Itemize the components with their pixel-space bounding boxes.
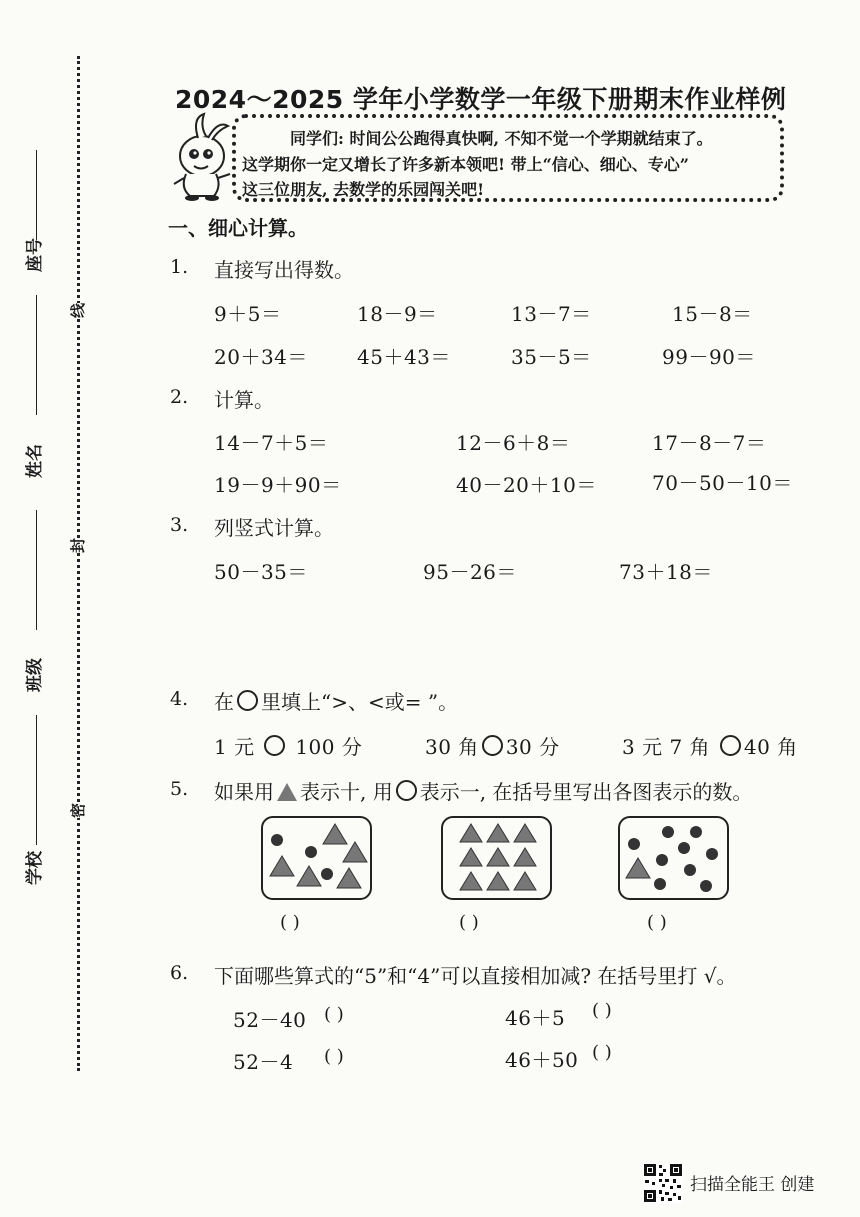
triangle-shape bbox=[514, 848, 536, 866]
question-text: 直接写出得数。 bbox=[214, 258, 354, 282]
question-number: 4. bbox=[170, 688, 189, 710]
triangle-shape bbox=[514, 824, 536, 842]
answer-parentheses[interactable]: ( ) bbox=[280, 912, 300, 933]
dot-shape bbox=[305, 846, 317, 858]
expression: 13－7＝ bbox=[511, 302, 592, 326]
answer-circle[interactable] bbox=[720, 735, 741, 756]
school-label: 学校 bbox=[25, 851, 45, 885]
answer-circle[interactable] bbox=[482, 735, 503, 756]
circle-icon bbox=[237, 690, 258, 711]
name-field[interactable] bbox=[36, 510, 37, 630]
figure-box-1 bbox=[261, 816, 372, 900]
figure-box-3 bbox=[618, 816, 729, 900]
class-field[interactable] bbox=[36, 715, 37, 845]
question-number: 2. bbox=[170, 386, 189, 408]
answer-parentheses[interactable]: ( ) bbox=[592, 1000, 612, 1021]
seal-char-mi: 密 bbox=[69, 802, 88, 819]
intro-line-1: 同学们: 时间公公跑得真快啊, 不知不觉一个学期就结束了。 bbox=[290, 129, 713, 148]
question-text-part: 里填上“>、<或= ”。 bbox=[261, 690, 459, 714]
expression: 18－9＝ bbox=[357, 302, 438, 326]
dot-shape bbox=[654, 878, 666, 890]
compare-item bbox=[622, 731, 798, 760]
question-text-part: 如果用 bbox=[214, 780, 274, 804]
answer-circle[interactable] bbox=[264, 735, 285, 756]
binding-dotted-line bbox=[77, 56, 80, 1071]
seal-char-feng: 封 bbox=[69, 537, 88, 554]
compare-item bbox=[214, 731, 362, 760]
triangle-shape bbox=[487, 872, 509, 890]
expression: 45＋43＝ bbox=[357, 345, 451, 369]
question-text bbox=[214, 686, 458, 715]
seat-label: 座号 bbox=[25, 238, 45, 272]
expression: 46＋50 bbox=[505, 1048, 579, 1072]
circle-icon bbox=[396, 780, 417, 801]
triangle-shape bbox=[514, 872, 536, 890]
triangle-icon bbox=[277, 783, 297, 801]
question-text: 列竖式计算。 bbox=[214, 516, 334, 540]
dot-shape bbox=[690, 826, 702, 838]
section-heading: 一、细心计算。 bbox=[168, 216, 308, 240]
name-label: 姓名 bbox=[25, 444, 45, 478]
expression: 15－8＝ bbox=[672, 302, 753, 326]
expression: 19－9＋90＝ bbox=[214, 473, 342, 497]
compare-right: 100 分 bbox=[295, 735, 363, 759]
expression: 20＋34＝ bbox=[214, 345, 308, 369]
expression: 99－90＝ bbox=[662, 345, 756, 369]
expression: 12－6＋8＝ bbox=[456, 431, 571, 455]
triangle-shape bbox=[343, 842, 367, 862]
triangle-shape bbox=[460, 848, 482, 866]
compare-left: 30 角 bbox=[425, 735, 479, 759]
expression: 46＋5 bbox=[505, 1006, 566, 1030]
expression: 50－35＝ bbox=[214, 560, 308, 584]
dot-shape bbox=[656, 854, 668, 866]
figure-shapes bbox=[443, 818, 550, 898]
triangle-shape bbox=[270, 856, 294, 876]
compare-left: 1 元 bbox=[214, 735, 255, 759]
question-number: 1. bbox=[170, 256, 189, 278]
question-number: 6. bbox=[170, 962, 189, 984]
answer-parentheses[interactable]: ( ) bbox=[459, 912, 479, 933]
dot-shape bbox=[321, 868, 333, 880]
expression: 35－5＝ bbox=[511, 345, 592, 369]
answer-parentheses[interactable]: ( ) bbox=[324, 1046, 344, 1067]
triangle-shape bbox=[487, 824, 509, 842]
expression: 52－40 bbox=[233, 1008, 307, 1032]
question-number: 3. bbox=[170, 514, 189, 536]
seat-underline bbox=[36, 150, 37, 240]
intro-line-2: 这学期你一定又增长了许多新本领吧! 带上“信心、细心、专心” bbox=[242, 155, 690, 174]
expression: 95－26＝ bbox=[423, 560, 517, 584]
figure-shapes bbox=[620, 818, 727, 898]
figure-box-2 bbox=[441, 816, 552, 900]
question-text: 下面哪些算式的“5”和“4”可以直接相加减? 在括号里打 √。 bbox=[214, 964, 737, 988]
triangle-shape bbox=[460, 872, 482, 890]
figure-shapes bbox=[263, 818, 370, 898]
dot-shape bbox=[678, 842, 690, 854]
triangle-shape bbox=[460, 824, 482, 842]
dot-shape bbox=[700, 880, 712, 892]
triangle-shape bbox=[337, 868, 361, 888]
dot-shape bbox=[706, 848, 718, 860]
scanner-watermark: 扫描全能王 创建 bbox=[690, 1175, 815, 1195]
intro-line-3: 这三位朋友, 去数学的乐园闯关吧! bbox=[242, 180, 485, 199]
triangle-shape bbox=[297, 866, 321, 886]
question-text-part: 在 bbox=[214, 690, 234, 714]
dot-shape bbox=[662, 826, 674, 838]
compare-left: 3 元 7 角 bbox=[622, 735, 711, 759]
page-title: 2024～2025 学年小学数学一年级下册期末作业样例 bbox=[175, 85, 787, 114]
seat-field[interactable] bbox=[36, 295, 37, 415]
expression: 9＋5＝ bbox=[214, 302, 282, 326]
compare-item bbox=[425, 731, 560, 760]
qr-code-icon bbox=[643, 1163, 683, 1203]
triangle-shape bbox=[626, 858, 650, 878]
answer-parentheses[interactable]: ( ) bbox=[592, 1042, 612, 1063]
dot-shape bbox=[684, 864, 696, 876]
expression: 17－8－7＝ bbox=[652, 431, 767, 455]
question-number: 5. bbox=[170, 778, 189, 800]
dot-shape bbox=[271, 834, 283, 846]
question-text-part: 表示一, 在括号里写出各图表示的数。 bbox=[419, 780, 753, 804]
dot-shape bbox=[628, 838, 640, 850]
expression: 73＋18＝ bbox=[619, 560, 713, 584]
triangle-shape bbox=[487, 848, 509, 866]
class-label: 班级 bbox=[25, 658, 45, 692]
question-text-part: 表示十, 用 bbox=[300, 780, 393, 804]
triangle-shape bbox=[323, 824, 347, 844]
compare-right: 30 分 bbox=[505, 735, 560, 759]
compare-right: 40 角 bbox=[743, 735, 798, 759]
question-text: 计算。 bbox=[214, 388, 274, 412]
answer-parentheses[interactable]: ( ) bbox=[324, 1004, 344, 1025]
seal-char-xian: 线 bbox=[69, 302, 88, 319]
expression: 70－50－10＝ bbox=[652, 471, 793, 495]
expression: 14－7＋5＝ bbox=[214, 431, 329, 455]
question-text bbox=[214, 776, 752, 805]
expression: 40－20＋10＝ bbox=[456, 473, 597, 497]
expression: 52－4 bbox=[233, 1050, 294, 1074]
answer-parentheses[interactable]: ( ) bbox=[647, 912, 667, 933]
